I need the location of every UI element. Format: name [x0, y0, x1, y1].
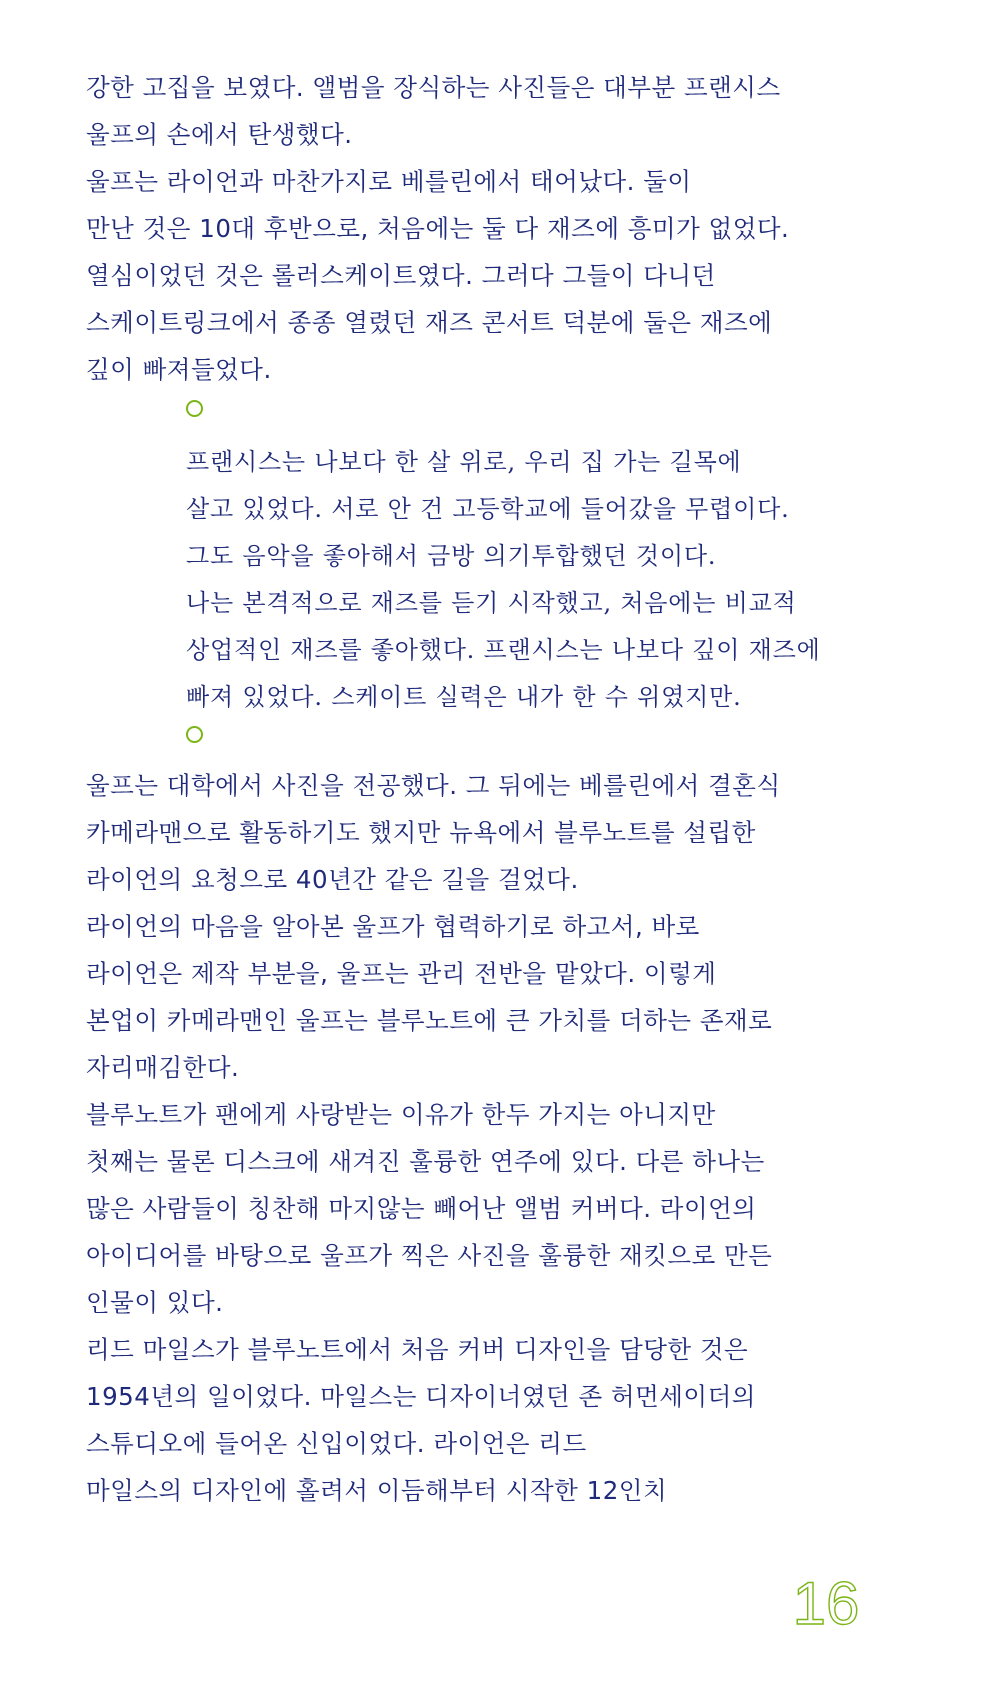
body-text-line: 라이언은 제작 부분을, 울프는 관리 전반을 맡았다. 이렇게 [86, 959, 717, 988]
body-text-line: 울프는 라이언과 마찬가지로 베를린에서 태어났다. 둘이 [86, 167, 692, 196]
quote-start-circle-icon [186, 400, 203, 417]
body-text-line: 첫째는 물론 디스크에 새겨진 훌륭한 연주에 있다. 다른 하나는 [86, 1147, 765, 1176]
body-text-line: 블루노트가 팬에게 사랑받는 이유가 한두 가지는 아니지만 [86, 1100, 716, 1129]
quote-text-line: 살고 있었다. 서로 안 건 고등학교에 들어갔을 무렵이다. [186, 495, 790, 523]
page-number [788, 1572, 864, 1634]
body-text-line: 아이디어를 바탕으로 울프가 찍은 사진을 훌륭한 재킷으로 만든 [86, 1241, 773, 1270]
body-text-line: 많은 사람들이 칭찬해 마지않는 빼어난 앨범 커버다. 라이언의 [86, 1194, 757, 1223]
body-text-line: 스케이트링크에서 종종 열렸던 재즈 콘서트 덕분에 둘은 재즈에 [86, 308, 773, 337]
body-text-line: 리드 마일스가 블루노트에서 처음 커버 디자인을 담당한 것은 [86, 1335, 749, 1364]
body-text-line: 라이언의 마음을 알아본 울프가 협력하기로 하고서, 바로 [86, 912, 700, 941]
body-text-line: 스튜디오에 들어온 신입이었다. 라이언은 리드 [86, 1429, 587, 1458]
body-text-line: 깊이 빠져들었다. [86, 355, 272, 384]
body-text-line: 마일스의 디자인에 홀려서 이듬해부터 시작한 12인치 [86, 1476, 668, 1505]
body-text-line: 라이언의 요청으로 40년간 같은 길을 걸었다. [86, 865, 579, 894]
quote-text-line: 상업적인 재즈를 좋아했다. 프랜시스는 나보다 깊이 재즈에 [186, 636, 821, 664]
body-text-line: 울프는 대학에서 사진을 전공했다. 그 뒤에는 베를린에서 결혼식 [86, 771, 781, 800]
body-text-line: 인물이 있다. [86, 1288, 224, 1317]
quote-end-circle-icon [186, 726, 203, 743]
quote-text-line: 빠져 있었다. 스케이트 실력은 내가 한 수 위였지만. [186, 683, 742, 711]
quote-text-line: 나는 본격적으로 재즈를 듣기 시작했고, 처음에는 비교적 [186, 589, 797, 617]
body-text-line: 카메라맨으로 활동하기도 했지만 뉴욕에서 블루노트를 설립한 [86, 818, 756, 847]
body-text-line: 열심이었던 것은 롤러스케이트였다. 그러다 그들이 다니던 [86, 261, 716, 290]
body-text-line: 자리매김한다. [86, 1053, 240, 1082]
body-text-line: 1954년의 일이었다. 마일스는 디자이너였던 존 허먼세이더의 [86, 1382, 756, 1411]
quote-text-line: 그도 음악을 좋아해서 금방 의기투합했던 것이다. [186, 542, 717, 570]
quote-text-line: 프랜시스는 나보다 한 살 위로, 우리 집 가는 길목에 [186, 448, 742, 476]
body-text-line: 강한 고집을 보였다. 앨범을 장식하는 사진들은 대부분 프랜시스 [86, 73, 781, 102]
page-number-text: 16 [792, 1572, 860, 1634]
body-text-line: 만난 것은 10대 후반으로, 처음에는 둘 다 재즈에 흥미가 없었다. [86, 214, 790, 243]
body-text-line: 울프의 손에서 탄생했다. [86, 120, 353, 149]
body-text-line: 본업이 카메라맨인 울프는 블루노트에 큰 가치를 더하는 존재로 [86, 1006, 773, 1035]
